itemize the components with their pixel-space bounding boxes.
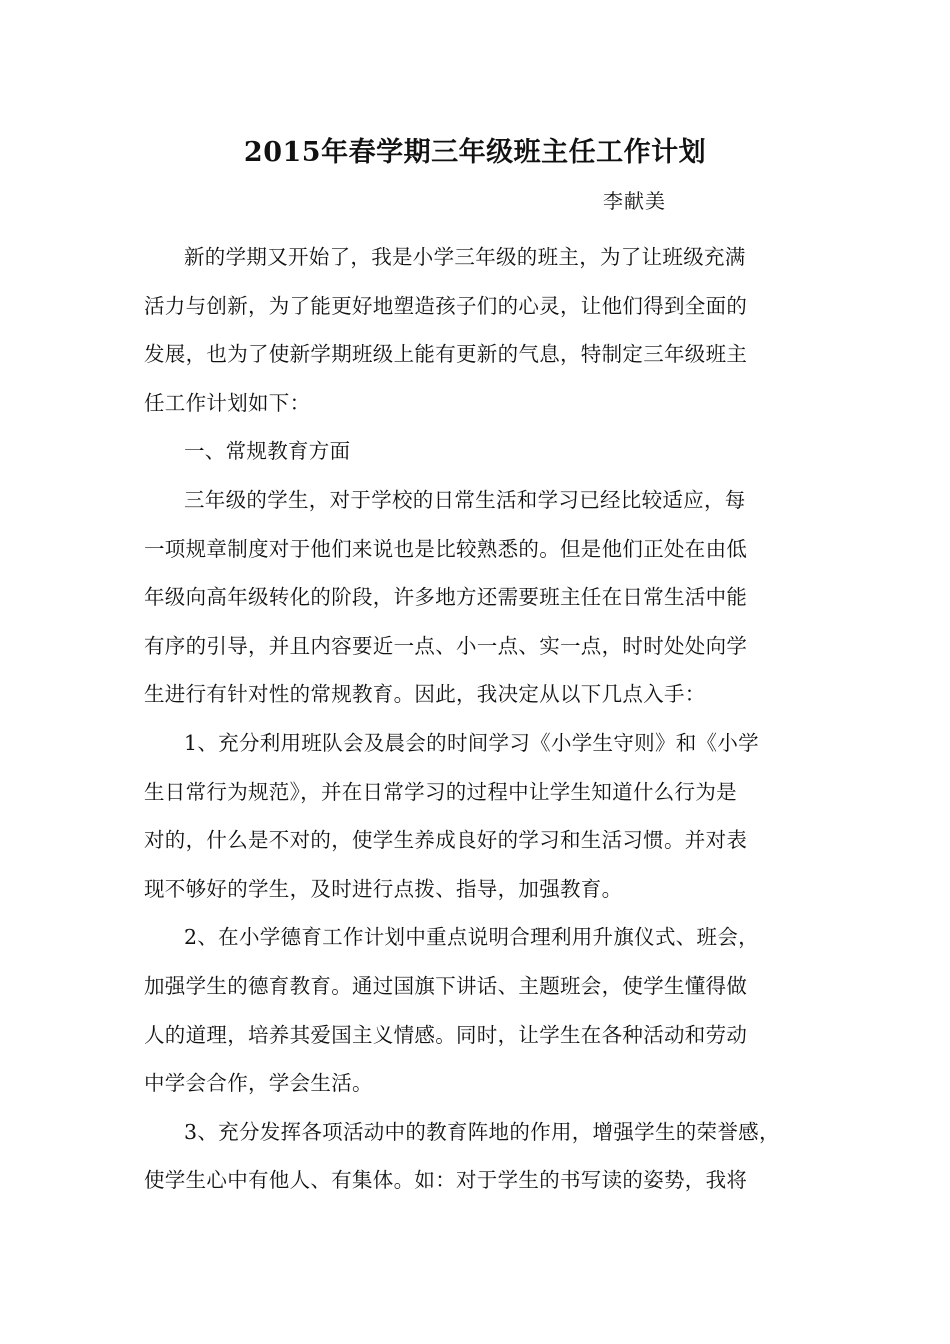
document-title: 2015年春学期三年级班主任工作计划	[243, 137, 707, 168]
body-line: 3、充分发挥各项活动中的教育阵地的作用，增强学生的荣誉感，	[184, 1119, 780, 1144]
body-line: 年级向高年级转化的阶段，许多地方还需要班主任在日常生活中能	[144, 585, 748, 610]
body-line: 三年级的学生，对于学校的日常生活和学习已经比较适应，每	[184, 487, 746, 512]
document-author: 李献美	[603, 189, 666, 213]
body-line: 1、充分利用班队会及晨会的时间学习《小学生守则》和《小学	[184, 730, 759, 755]
document-body	[144, 233, 808, 1205]
body-line: 加强学生的德育教育。通过国旗下讲话、主题班会，使学生懂得做	[144, 973, 748, 998]
body-line: 发展，也为了使新学期班级上能有更新的气息，特制定三年级班主	[144, 342, 748, 367]
body-line: 中学会合作，学会生活。	[144, 1071, 373, 1096]
body-line: 一项规章制度对于他们来说也是比较熟悉的。但是他们正处在由低	[144, 536, 748, 561]
body-line: 生进行有针对性的常规教育。因此，我决定从以下几点入手：	[144, 682, 706, 707]
body-line: 一、常规教育方面	[184, 439, 351, 464]
body-line: 活力与创新，为了能更好地塑造孩子们的心灵，让他们得到全面的	[144, 293, 748, 318]
body-line: 现不够好的学生，及时进行点拨、指导，加强教育。	[144, 876, 623, 901]
body-line: 对的，什么是不对的，使学生养成良好的学习和生活习惯。并对表	[144, 828, 748, 853]
body-line: 有序的引导，并且内容要近一点、小一点、实一点，时时处处向学	[144, 633, 748, 658]
body-line: 2、在小学德育工作计划中重点说明合理利用升旗仪式、班会，	[184, 925, 759, 950]
body-line: 任工作计划如下：	[144, 390, 311, 415]
body-line: 使学生心中有他人、有集体。如：对于学生的书写读的姿势，我将	[144, 1168, 748, 1193]
body-line: 新的学期又开始了，我是小学三年级的班主，为了让班级充满	[184, 245, 746, 269]
body-line: 人的道理，培养其爱国主义情感。同时，让学生在各种活动和劳动	[144, 1022, 748, 1047]
body-line: 生日常行为规范》，并在日常学习的过程中让学生知道什么行为是	[144, 779, 737, 804]
